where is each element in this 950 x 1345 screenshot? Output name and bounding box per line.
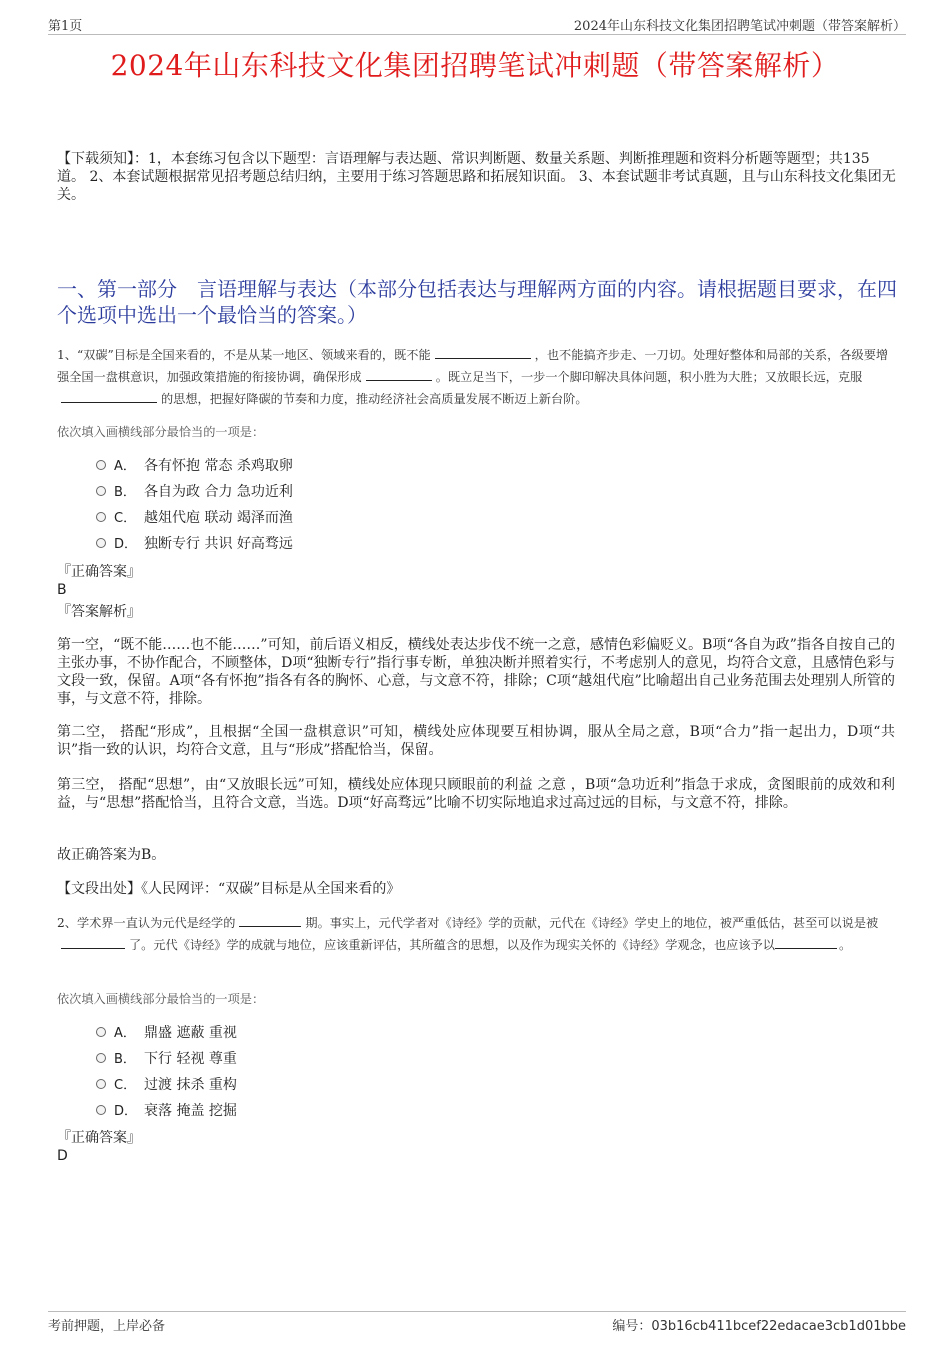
footer-slogan: 考前押题，上岸必备 <box>48 1319 166 1334</box>
q1-answer: B <box>57 582 67 598</box>
radio-button[interactable] <box>96 1079 106 1089</box>
radio-button[interactable] <box>96 460 106 470</box>
q1-analysis-para-1: 第一空，“既不能……也不能……”可知，前后语义相反，横线处表达步伐不统一之意，感情色彩偏贬义。B项“各自为政”指各自按自己的主张办事，不协作配合，不顾整体，D项“独断专行”指行事专断，单独决断并照着实行，不考虑别人的意见，均符合文意，且感情色彩与文段一致，保留。A项“各有怀抱”指各有各的胸怀、心意，与文意不符，排除；C项“越俎代庖”比喻超出自己业务范围去处理别人所管的事，与文意不符，排除。 <box>57 637 895 707</box>
question-2-prompt: 依次填入画横线部分最恰当的一项是： <box>57 992 265 1006</box>
blank-1 <box>239 912 301 927</box>
q1-option-a[interactable]: A． 各有怀抱 常态 杀鸡取卵 <box>96 456 293 476</box>
radio-button[interactable] <box>96 486 106 496</box>
radio-button[interactable] <box>96 1027 106 1037</box>
q1-analysis-para-2: 第二空， 搭配“形成”，且根据“全国一盘棋意识”可知，横线处应体现要互相协调，服从全局之意，B项“合力”指一起出力，D项“共识”指一致的认识，均符合文意，且与“形成”搭配恰当，保留。 <box>57 724 895 758</box>
radio-button[interactable] <box>96 1053 106 1063</box>
radio-button[interactable] <box>96 538 106 548</box>
page-header <box>48 14 906 35</box>
document-id: 编号：03b16cb411bcef22edacae3cb1d01bbe <box>612 1319 906 1334</box>
blank-3 <box>775 934 837 949</box>
q1-analysis-para-3: 第三空， 搭配“思想”，由“又放眼长远”可知，横线处应体现只顾眼前的利益 之意 ，B项“急功近利”指急于求成，贪图眼前的成效和利益，与“思想”搭配恰当，且符合文意，当选。D项“好高骛远”比喻不切实际地追求过高过远的目标，与文意不符，排除。 <box>57 777 895 811</box>
header-doc-title: 2024年山东科技文化集团招聘笔试冲刺题（带答案解析） <box>573 19 906 34</box>
page-number: 第1页 <box>48 19 83 34</box>
q2-option-d[interactable]: D． 衰落 掩盖 挖掘 <box>96 1101 237 1121</box>
radio-button[interactable] <box>96 512 106 522</box>
question-2-stem: 2、学术界一直认为元代是经学的 期。事实上，元代学者对《诗经》学的贡献，元代在《诗经》学史上的地位，被严重低估，甚至可以说是被了。元代《诗经》学的成就与地位，应该重新评估，其所蕴含的思想，以及作为现实关怀的《诗经》学观念，也应该予以 。 <box>57 912 899 956</box>
q1-option-b[interactable]: B． 各自为政 合力 急功近利 <box>96 482 293 502</box>
q2-option-b[interactable]: B． 下行 轻视 尊重 <box>96 1049 237 1069</box>
q1-conclusion: 故正确答案为B。 <box>57 847 166 863</box>
q1-answer-label: 『正确答案』 <box>57 564 141 580</box>
blank-3 <box>61 388 157 403</box>
document-title: 2024年山东科技文化集团招聘笔试冲刺题（带答案解析） <box>110 49 840 82</box>
section-heading: 一、第一部分 言语理解与表达（本部分包括表达与理解两方面的内容。请根据题目要求，在四个选项中选出一个最恰当的答案。） <box>57 277 897 327</box>
q1-option-d[interactable]: D． 独断专行 共识 好高骛远 <box>96 534 293 554</box>
blank-2 <box>366 366 432 381</box>
blank-2 <box>61 934 125 949</box>
question-1-prompt: 依次填入画横线部分最恰当的一项是： <box>57 425 265 439</box>
blank-1 <box>435 344 531 359</box>
q2-option-c[interactable]: C． 过渡 抹杀 重构 <box>96 1075 237 1095</box>
q2-option-a[interactable]: A． 鼎盛 遮蔽 重视 <box>96 1023 237 1043</box>
q2-answer-label: 『正确答案』 <box>57 1130 141 1146</box>
question-1-stem: 1、“双碳”目标是全国来看的，不是从某一地区、领域来看的，既不能 ，也不能搞齐步走、一刀切。处理好整体和局部的关系，各级要增强全国一盘棋意识，加强政策措施的衔接协调，确保形成 。既立足当下，一步一个脚印解决具体问题，积小胜为大胜；又放眼长远，克服的思想，把握好降碳的节奏和力度，推动经济社会高质量发展不断迈上新台阶。 <box>57 344 899 410</box>
q1-analysis-label: 『答案解析』 <box>57 604 141 620</box>
q2-answer: D <box>57 1148 68 1164</box>
page-footer <box>48 1311 906 1334</box>
q1-option-c[interactable]: C． 越俎代庖 联动 竭泽而渔 <box>96 508 293 528</box>
q1-source: 【文段出处】《人民网评：“双碳”目标是从全国来看的》 <box>57 881 401 897</box>
download-notice: 【下载须知】：1，本套练习包含以下题型：言语理解与表达题、常识判断题、数量关系题、判断推理题和资料分析题等题型；共135道。 2、本套试题根据常见招考题总结归纳，主要用于练习答题思路和拓展知识面。 3、本套试题非考试真题，且与山东科技文化集团无关。 <box>57 151 896 203</box>
radio-button[interactable] <box>96 1105 106 1115</box>
